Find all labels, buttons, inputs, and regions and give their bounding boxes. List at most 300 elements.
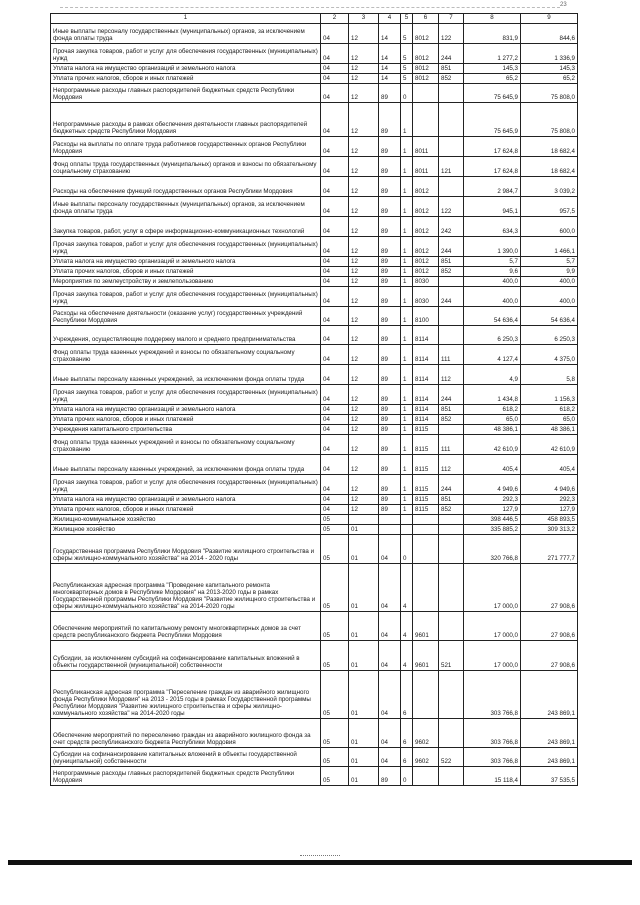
row-code: 12 — [349, 197, 379, 217]
row-code: 1 — [401, 455, 413, 475]
row-code — [439, 719, 464, 748]
row-code — [439, 767, 464, 786]
row-code: 04 — [321, 84, 349, 103]
table-row — [51, 515, 578, 525]
table-row — [51, 564, 578, 612]
row-code: 8100 — [413, 307, 439, 326]
row-code: 4 — [401, 641, 413, 671]
row-code: 89 — [379, 237, 401, 257]
row-code: 12 — [349, 137, 379, 157]
row-code: 5 — [401, 74, 413, 84]
row-code: 12 — [349, 24, 379, 44]
row-code: 04 — [321, 103, 349, 137]
row-amount: 271 777,7 — [521, 535, 578, 564]
row-amount: 75 645,9 — [464, 84, 521, 103]
row-description: Фонд оплаты труда казенных учреждений и взносы по обязательному социальному страхованию — [51, 345, 321, 365]
row-code: 1 — [401, 237, 413, 257]
row-code: 1 — [401, 157, 413, 177]
row-code: 05 — [321, 767, 349, 786]
row-code: 1 — [401, 345, 413, 365]
row-code: 244 — [439, 287, 464, 307]
row-amount: 6 250,3 — [464, 326, 521, 345]
row-amount: 405,4 — [521, 455, 578, 475]
row-code: 9602 — [413, 748, 439, 767]
row-code: 1 — [401, 365, 413, 385]
row-amount: 600,0 — [521, 217, 578, 237]
row-code: 12 — [349, 257, 379, 267]
row-code: 05 — [321, 564, 349, 612]
row-amount: 5,8 — [521, 365, 578, 385]
row-code: 12 — [349, 237, 379, 257]
row-code: 112 — [439, 455, 464, 475]
row-amount: 4 375,0 — [521, 345, 578, 365]
row-code: 5 — [401, 44, 413, 64]
table-row — [51, 641, 578, 671]
row-code — [413, 671, 439, 719]
row-code: 04 — [321, 177, 349, 197]
row-code: 04 — [321, 495, 349, 505]
row-code: 05 — [321, 612, 349, 641]
row-description: Фонд оплаты труда государственных (муниципальных) органов и взносы по обязательному социальному страхованию — [51, 157, 321, 177]
row-amount: 6 250,3 — [521, 326, 578, 345]
row-amount: 292,3 — [521, 495, 578, 505]
row-description: Уплата прочих налогов, сборов и иных платежей — [51, 74, 321, 84]
row-code: 851 — [439, 257, 464, 267]
row-code: 12 — [349, 385, 379, 405]
row-code: 01 — [349, 612, 379, 641]
row-code: 01 — [349, 641, 379, 671]
row-code: 0 — [401, 535, 413, 564]
row-amount: 831,9 — [464, 24, 521, 44]
row-amount: 634,3 — [464, 217, 521, 237]
row-code: 89 — [379, 157, 401, 177]
row-code: 242 — [439, 217, 464, 237]
row-code: 8114 — [413, 385, 439, 405]
row-code: 244 — [439, 385, 464, 405]
row-code: 04 — [321, 267, 349, 277]
row-description: Непрограммные расходы главных распорядителей бюджетных средств Республики Мордовия — [51, 84, 321, 103]
row-code: 04 — [321, 217, 349, 237]
row-amount: 145,3 — [464, 64, 521, 74]
table-row — [51, 455, 578, 475]
row-code: 121 — [439, 157, 464, 177]
row-code: 4 — [401, 612, 413, 641]
row-code: 04 — [321, 307, 349, 326]
row-code: 04 — [321, 385, 349, 405]
row-description: Непрограммные расходы главных распорядителей бюджетных средств Республики Мордовия — [51, 767, 321, 786]
row-description: Мероприятия по землеустройству и землепользованию — [51, 277, 321, 287]
table-row — [51, 425, 578, 435]
row-code: 89 — [379, 307, 401, 326]
row-code: 05 — [321, 719, 349, 748]
row-code: 1 — [401, 326, 413, 345]
row-description: Жилищно-коммунальное хозяйство — [51, 515, 321, 525]
row-code — [439, 326, 464, 345]
row-code: 9601 — [413, 612, 439, 641]
row-amount: 3 039,2 — [521, 177, 578, 197]
row-code — [439, 564, 464, 612]
row-code — [439, 103, 464, 137]
row-amount: 303 766,8 — [464, 719, 521, 748]
row-code: 8115 — [413, 495, 439, 505]
row-code: 852 — [439, 74, 464, 84]
row-code: 04 — [321, 475, 349, 495]
row-description: Государственная программа Республики Мордовия "Развитие жилищного строительства и сферы жилищно-коммунального хозяйства" на 2014 - 2020 годы — [51, 535, 321, 564]
row-code: 1 — [401, 217, 413, 237]
row-code: 14 — [379, 24, 401, 44]
row-code: 8114 — [413, 415, 439, 425]
row-code — [439, 137, 464, 157]
row-code: 1 — [401, 505, 413, 515]
row-code: 12 — [349, 307, 379, 326]
row-code: 89 — [379, 287, 401, 307]
row-code: 12 — [349, 157, 379, 177]
row-code: 1 — [401, 405, 413, 415]
row-code: 05 — [321, 515, 349, 525]
table-row — [51, 767, 578, 786]
row-code: 1 — [401, 137, 413, 157]
row-amount: 400,0 — [464, 287, 521, 307]
table-row — [51, 671, 578, 719]
row-code: 05 — [321, 748, 349, 767]
row-amount: 75 645,9 — [464, 103, 521, 137]
row-code: 04 — [321, 326, 349, 345]
row-description: Жилищное хозяйство — [51, 525, 321, 535]
row-code: 851 — [439, 64, 464, 74]
row-code: 12 — [349, 455, 379, 475]
table-row — [51, 365, 578, 385]
row-code: 1 — [401, 103, 413, 137]
row-code: 8115 — [413, 455, 439, 475]
row-code: 851 — [439, 405, 464, 415]
row-amount: 145,3 — [521, 64, 578, 74]
row-code: 12 — [349, 287, 379, 307]
row-description: Субсидии на софинансирование капитальных вложений в объекты государственной (муниципальной) собственности — [51, 748, 321, 767]
row-code: 05 — [321, 641, 349, 671]
row-code: 04 — [379, 535, 401, 564]
row-code: 05 — [321, 525, 349, 535]
row-amount: 1 277,2 — [464, 44, 521, 64]
row-code: 852 — [439, 415, 464, 425]
row-amount: 335 885,2 — [464, 525, 521, 535]
column-header: 9 — [521, 14, 578, 24]
row-amount: 54 636,4 — [464, 307, 521, 326]
row-code: 12 — [349, 405, 379, 415]
row-code: 01 — [349, 525, 379, 535]
table-row — [51, 415, 578, 425]
row-code: 04 — [321, 197, 349, 217]
row-amount: 243 869,1 — [521, 719, 578, 748]
row-amount: 18 682,4 — [521, 137, 578, 157]
row-description: Уплата прочих налогов, сборов и иных платежей — [51, 415, 321, 425]
row-code: 04 — [321, 415, 349, 425]
row-code: 89 — [379, 277, 401, 287]
row-code: 89 — [379, 505, 401, 515]
row-amount: 17 000,0 — [464, 564, 521, 612]
table-row — [51, 64, 578, 74]
row-code: 04 — [321, 405, 349, 415]
row-description: Обеспечение мероприятий по капитальному ремонту многоквартирных домов за счет средств республиканского бюджета Республики Мордовия — [51, 612, 321, 641]
table-row — [51, 257, 578, 267]
row-code — [439, 177, 464, 197]
row-amount: 405,4 — [464, 455, 521, 475]
row-description: Прочая закупка товаров, работ и услуг для обеспечения государственных (муниципальных) нужд — [51, 475, 321, 495]
row-code: 04 — [379, 719, 401, 748]
row-code: 1 — [401, 287, 413, 307]
row-code: 852 — [439, 267, 464, 277]
row-description: Уплата налога на имущество организаций и земельного налога — [51, 495, 321, 505]
row-code: 04 — [321, 157, 349, 177]
row-amount: 65,0 — [464, 415, 521, 425]
row-code: 89 — [379, 217, 401, 237]
table-row — [51, 435, 578, 455]
row-amount: 945,1 — [464, 197, 521, 217]
row-code: 04 — [321, 425, 349, 435]
row-code — [413, 103, 439, 137]
row-code: 852 — [439, 505, 464, 515]
row-code: 8115 — [413, 505, 439, 515]
row-code: 04 — [379, 641, 401, 671]
row-amount: 48 386,1 — [521, 425, 578, 435]
row-code — [379, 515, 401, 525]
column-header: 4 — [379, 14, 401, 24]
row-code — [439, 525, 464, 535]
row-description: Обеспечение мероприятий по переселению граждан из аварийного жилищного фонда за счет средств республиканского бюджета Республики Мордовия — [51, 719, 321, 748]
row-code: 8114 — [413, 326, 439, 345]
row-code: 89 — [379, 177, 401, 197]
row-amount: 618,2 — [464, 405, 521, 415]
row-code — [413, 525, 439, 535]
row-amount: 957,5 — [521, 197, 578, 217]
row-description: Уплата налога на имущество организаций и земельного налога — [51, 64, 321, 74]
row-code — [401, 515, 413, 525]
table-row — [51, 495, 578, 505]
table-row — [51, 177, 578, 197]
row-code: 89 — [379, 103, 401, 137]
row-code: 1 — [401, 495, 413, 505]
row-description: Расходы на обеспечение деятельности (оказание услуг) государственных учреждений Республики Мордовия — [51, 307, 321, 326]
top-divider — [60, 7, 560, 8]
row-code — [413, 564, 439, 612]
row-code — [413, 535, 439, 564]
row-description: Уплата прочих налогов, сборов и иных платежей — [51, 505, 321, 515]
row-code: 8115 — [413, 425, 439, 435]
row-code: 89 — [379, 385, 401, 405]
row-code: 8012 — [413, 197, 439, 217]
table-row — [51, 84, 578, 103]
row-code: 89 — [379, 405, 401, 415]
row-description: Расходы на обеспечение функций государственных органов Республики Мордовия — [51, 177, 321, 197]
row-code: 244 — [439, 475, 464, 495]
row-code: 8012 — [413, 177, 439, 197]
row-amount: 2 984,7 — [464, 177, 521, 197]
row-amount: 48 386,1 — [464, 425, 521, 435]
row-amount: 292,3 — [464, 495, 521, 505]
row-code: 04 — [379, 671, 401, 719]
row-code: 1 — [401, 307, 413, 326]
row-code: 12 — [349, 44, 379, 64]
row-code: 89 — [379, 137, 401, 157]
row-code: 04 — [321, 237, 349, 257]
row-amount: 42 610,9 — [521, 435, 578, 455]
row-amount: 5,7 — [521, 257, 578, 267]
row-code: 8012 — [413, 267, 439, 277]
row-description: Прочая закупка товаров, работ и услуг для обеспечения государственных (муниципальных) нужд — [51, 44, 321, 64]
row-amount: 1 390,0 — [464, 237, 521, 257]
row-code — [439, 535, 464, 564]
row-code: 05 — [321, 671, 349, 719]
row-code: 12 — [349, 177, 379, 197]
table-row — [51, 217, 578, 237]
row-code: 111 — [439, 345, 464, 365]
row-description: Иные выплаты персоналу казенных учреждений, за исключением фонда оплаты труда — [51, 455, 321, 475]
row-code: 8012 — [413, 64, 439, 74]
row-code: 12 — [349, 505, 379, 515]
row-code: 04 — [321, 365, 349, 385]
row-description: Иные выплаты персоналу государственных (муниципальных) органов, за исключением фонда оплаты труда — [51, 197, 321, 217]
column-header: 7 — [439, 14, 464, 24]
row-code — [439, 277, 464, 287]
row-code — [379, 525, 401, 535]
row-code: 04 — [321, 435, 349, 455]
row-code: 122 — [439, 24, 464, 44]
budget-table — [50, 13, 578, 786]
row-amount: 65,2 — [464, 74, 521, 84]
row-amount: 1 336,9 — [521, 44, 578, 64]
row-code: 04 — [321, 277, 349, 287]
row-code: 4 — [401, 564, 413, 612]
page-number: 23 — [560, 2, 567, 8]
table-row — [51, 237, 578, 257]
footer-bar — [8, 860, 632, 865]
row-code: 12 — [349, 425, 379, 435]
row-code: 04 — [379, 748, 401, 767]
row-code: 1 — [401, 435, 413, 455]
row-code: 111 — [439, 435, 464, 455]
column-header: 2 — [321, 14, 349, 24]
row-amount: 4,9 — [464, 365, 521, 385]
table-row — [51, 197, 578, 217]
row-amount: 27 908,6 — [521, 612, 578, 641]
row-code: 89 — [379, 84, 401, 103]
row-code: 04 — [321, 345, 349, 365]
table-row — [51, 719, 578, 748]
row-amount: 400,0 — [521, 287, 578, 307]
table-row — [51, 137, 578, 157]
row-code: 04 — [321, 455, 349, 475]
row-code: 89 — [379, 767, 401, 786]
row-code: 5 — [401, 64, 413, 74]
row-code: 12 — [349, 84, 379, 103]
row-code: 8114 — [413, 365, 439, 385]
row-code: 1 — [401, 415, 413, 425]
row-code: 8012 — [413, 237, 439, 257]
row-amount: 17 000,0 — [464, 612, 521, 641]
row-code: 14 — [379, 44, 401, 64]
row-description: Прочая закупка товаров, работ и услуг для обеспечения государственных (муниципальных) нужд — [51, 237, 321, 257]
row-code — [401, 525, 413, 535]
row-code: 12 — [349, 326, 379, 345]
row-code: 89 — [379, 345, 401, 365]
row-code: 89 — [379, 267, 401, 277]
row-description: Уплата прочих налогов, сборов и иных платежей — [51, 267, 321, 277]
row-amount: 18 682,4 — [521, 157, 578, 177]
row-code — [439, 612, 464, 641]
row-code: 14 — [379, 64, 401, 74]
row-code: 04 — [321, 64, 349, 74]
row-amount: 42 610,9 — [464, 435, 521, 455]
row-code: 04 — [321, 257, 349, 267]
row-code: 1 — [401, 385, 413, 405]
row-code: 14 — [379, 74, 401, 84]
row-code: 1 — [401, 257, 413, 267]
row-code: 04 — [321, 74, 349, 84]
row-code: 01 — [349, 535, 379, 564]
row-description: Субсидии, за исключением субсидий на софинансирование капитальных вложений в объекты государственной (муниципальной) собственности — [51, 641, 321, 671]
row-code: 8012 — [413, 257, 439, 267]
row-code: 8114 — [413, 405, 439, 415]
row-code: 9601 — [413, 641, 439, 671]
row-code: 8115 — [413, 435, 439, 455]
row-code: 6 — [401, 719, 413, 748]
row-code: 12 — [349, 475, 379, 495]
row-code: 89 — [379, 435, 401, 455]
row-code: 851 — [439, 495, 464, 505]
row-code: 89 — [379, 197, 401, 217]
table-row — [51, 475, 578, 495]
row-description: Иные выплаты персоналу государственных (муниципальных) органов, за исключением фонда оплаты труда — [51, 24, 321, 44]
row-code: 89 — [379, 425, 401, 435]
row-code: 12 — [349, 365, 379, 385]
table-row — [51, 612, 578, 641]
row-amount: 127,9 — [464, 505, 521, 515]
row-amount: 27 908,6 — [521, 564, 578, 612]
row-amount: 1 434,8 — [464, 385, 521, 405]
row-code: 8012 — [413, 24, 439, 44]
row-code: 244 — [439, 237, 464, 257]
table-row — [51, 525, 578, 535]
table-row — [51, 385, 578, 405]
row-code: 04 — [379, 564, 401, 612]
row-code: 89 — [379, 365, 401, 385]
row-amount: 243 869,1 — [521, 748, 578, 767]
row-code: 1 — [401, 267, 413, 277]
row-amount: 1 466,1 — [521, 237, 578, 257]
row-code: 01 — [349, 564, 379, 612]
row-code: 89 — [379, 475, 401, 495]
row-amount: 458 893,5 — [521, 515, 578, 525]
row-amount: 17 624,8 — [464, 157, 521, 177]
row-code: 05 — [321, 535, 349, 564]
row-description: Уплата налога на имущество организаций и земельного налога — [51, 257, 321, 267]
row-code: 8011 — [413, 137, 439, 157]
row-code: 89 — [379, 257, 401, 267]
row-code: 04 — [321, 287, 349, 307]
row-code: 1 — [401, 277, 413, 287]
table-row — [51, 748, 578, 767]
row-amount: 37 535,5 — [521, 767, 578, 786]
row-code: 12 — [349, 267, 379, 277]
row-amount: 17 624,8 — [464, 137, 521, 157]
row-amount: 618,2 — [521, 405, 578, 415]
row-code: 8114 — [413, 345, 439, 365]
table-row — [51, 44, 578, 64]
row-amount: 54 636,4 — [521, 307, 578, 326]
table-row — [51, 345, 578, 365]
row-amount: 27 908,6 — [521, 641, 578, 671]
row-code: 12 — [349, 103, 379, 137]
row-code: 8030 — [413, 287, 439, 307]
